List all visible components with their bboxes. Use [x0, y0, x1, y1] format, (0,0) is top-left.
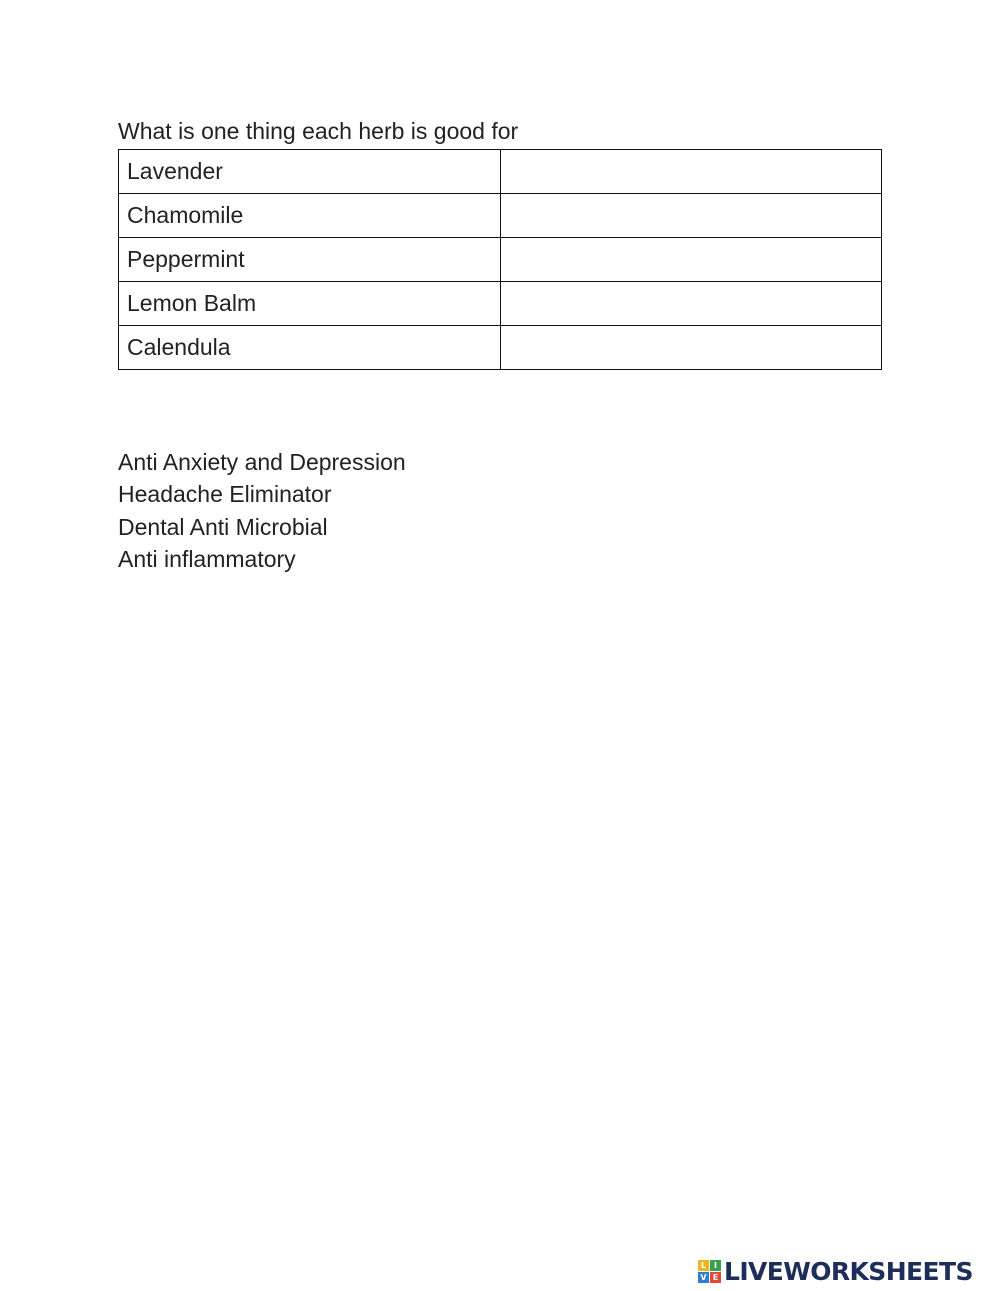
answer-option: Dental Anti Microbial — [118, 513, 328, 540]
logo-blocks-icon — [698, 1260, 721, 1283]
logo-block: E — [710, 1272, 721, 1283]
logo-text: LIVEWORKSHEETS — [724, 1256, 973, 1286]
answer-option: Anti inflammatory — [118, 545, 296, 572]
answer-field[interactable] — [500, 282, 882, 326]
table-row — [119, 150, 882, 194]
answer-options-list — [118, 446, 406, 575]
table-row — [119, 194, 882, 238]
herb-name: Lemon Balm — [119, 282, 501, 326]
herb-name: Peppermint — [119, 238, 501, 282]
logo-block: L — [698, 1260, 709, 1271]
table-row — [119, 326, 882, 370]
table-row — [119, 282, 882, 326]
table-row — [119, 238, 882, 282]
answer-option: Anti Anxiety and Depression — [118, 449, 406, 475]
herb-name: Lavender — [119, 150, 501, 194]
logo-block: I — [710, 1260, 721, 1271]
herb-name: Chamomile — [119, 194, 501, 238]
answer-field[interactable] — [500, 150, 882, 194]
answer-option: Headache Eliminator — [118, 481, 332, 508]
answer-field[interactable] — [500, 194, 882, 238]
logo-block: V — [698, 1272, 709, 1283]
herb-name: Calendula — [119, 326, 501, 370]
herb-table — [118, 149, 882, 370]
answer-field[interactable] — [500, 326, 882, 370]
worksheet-title: What is one thing each herb is good for — [118, 118, 519, 144]
liveworksheets-logo — [698, 1256, 973, 1286]
answer-field[interactable] — [500, 238, 882, 282]
